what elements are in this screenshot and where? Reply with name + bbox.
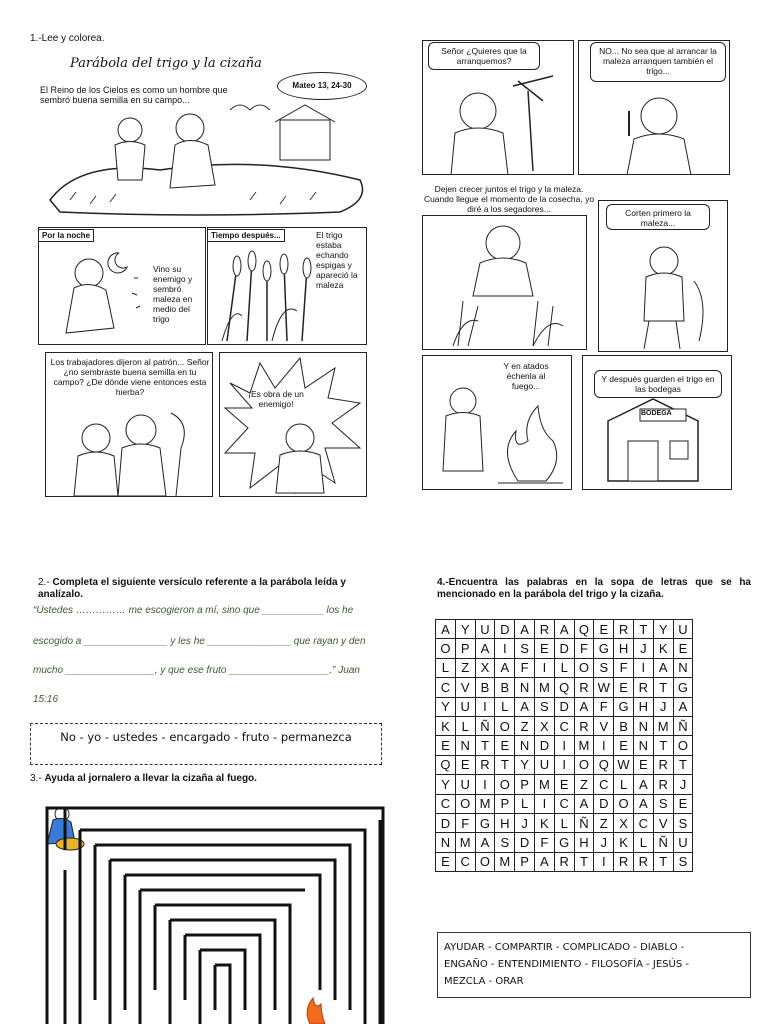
- bubble-cut: Corten primero la maleza...: [606, 204, 710, 230]
- grid-cell[interactable]: Q: [574, 620, 594, 639]
- grid-row: [436, 833, 693, 852]
- grid-cell[interactable]: C: [554, 716, 574, 735]
- grid-cell[interactable]: A: [574, 697, 594, 716]
- grid-cell[interactable]: I: [495, 639, 515, 658]
- grid-cell[interactable]: I: [633, 658, 653, 677]
- grid-cell[interactable]: H: [614, 639, 634, 658]
- grid-cell[interactable]: R: [534, 620, 554, 639]
- grid-cell[interactable]: P: [495, 794, 515, 813]
- grid-cell[interactable]: T: [495, 755, 515, 774]
- grid-cell[interactable]: N: [436, 833, 456, 852]
- grid-cell[interactable]: R: [614, 852, 634, 871]
- grid-cell[interactable]: F: [534, 833, 554, 852]
- grid-cell[interactable]: M: [534, 678, 554, 697]
- grid-cell[interactable]: E: [554, 775, 574, 794]
- panel-night-text: Vino su enemigo y sembró maleza en medio del trigo: [153, 264, 193, 324]
- grid-cell[interactable]: J: [594, 833, 614, 852]
- section2-instruction: Completa el siguiente versículo referente a la parábola leída y analízalo.: [38, 577, 346, 600]
- grid-cell[interactable]: L: [554, 813, 574, 832]
- grid-row: [436, 813, 693, 832]
- grid-cell[interactable]: Ñ: [653, 833, 673, 852]
- grid-cell[interactable]: O: [574, 755, 594, 774]
- grid-cell[interactable]: A: [633, 775, 653, 794]
- barn-sign: BODEGA: [641, 410, 672, 417]
- bubble-fire: Y en atados échenla al fuego...: [503, 361, 549, 391]
- grow-together-text: Dejen crecer juntos el trigo y la maleza. Cuando llegue el momento de la cosecha, yo diré a los segadores...: [423, 184, 595, 214]
- workers-illustration: [56, 408, 206, 496]
- grid-cell[interactable]: O: [495, 775, 515, 794]
- grid-row: [436, 697, 693, 716]
- grid-cell[interactable]: G: [554, 833, 574, 852]
- grid-cell[interactable]: S: [673, 813, 693, 832]
- grid-cell[interactable]: O: [495, 716, 515, 735]
- grid-cell[interactable]: K: [534, 813, 554, 832]
- grid-cell[interactable]: Ñ: [673, 716, 693, 735]
- grid-cell[interactable]: O: [574, 658, 594, 677]
- grid-cell[interactable]: L: [633, 833, 653, 852]
- grid-cell[interactable]: Z: [574, 775, 594, 794]
- grid-cell[interactable]: R: [653, 755, 673, 774]
- grid-cell[interactable]: Ñ: [574, 813, 594, 832]
- verse-line-1: “Ustedes …………… me escogieron a mí, sino que ___________ los he: [33, 605, 354, 616]
- grid-cell[interactable]: M: [653, 716, 673, 735]
- panel-later-text: El trigo estaba echando espigas y apareció la maleza: [316, 230, 358, 290]
- maze[interactable]: [25, 800, 390, 1024]
- section4-heading: 4.-Encuentra las palabras en la sopa de letras que se ha mencionado en la parábola del trigo y la cizaña.: [437, 577, 751, 600]
- grid-cell[interactable]: U: [455, 775, 475, 794]
- grid-cell[interactable]: T: [653, 678, 673, 697]
- grid-cell[interactable]: Z: [594, 813, 614, 832]
- grid-cell[interactable]: D: [554, 697, 574, 716]
- section1-heading: 1.-Lee y colorea.: [30, 33, 105, 44]
- word-bank-box: No - yo - ustedes - encargado - fruto - permanezca: [30, 723, 382, 765]
- grid-cell[interactable]: O: [614, 794, 634, 813]
- grid-row: [436, 775, 693, 794]
- grid-cell[interactable]: E: [673, 794, 693, 813]
- word-search-grid[interactable]: [435, 619, 693, 872]
- grid-cell[interactable]: E: [455, 755, 475, 774]
- grid-cell[interactable]: E: [614, 678, 634, 697]
- grid-cell[interactable]: H: [495, 813, 515, 832]
- bubble-store: Y después guarden el trigo en las bodegas: [594, 370, 722, 398]
- barn-illustration: [598, 391, 723, 489]
- comic-panel-grow: [422, 215, 587, 350]
- bubble-no: NO... No sea que al arrancar la maleza arranquen también el trigo...: [590, 42, 726, 82]
- grid-cell[interactable]: X: [534, 716, 554, 735]
- grid-cell[interactable]: C: [436, 794, 456, 813]
- grid-cell[interactable]: T: [633, 620, 653, 639]
- grid-cell[interactable]: E: [495, 736, 515, 755]
- grid-cell[interactable]: F: [515, 658, 535, 677]
- bubble-pull-out: Señor ¿Quieres que la arranquemos?: [428, 42, 540, 70]
- grid-cell[interactable]: M: [574, 736, 594, 755]
- section2-number: 2.-: [38, 577, 50, 588]
- grid-cell[interactable]: A: [475, 833, 495, 852]
- grid-cell[interactable]: Y: [436, 775, 456, 794]
- grid-cell[interactable]: Y: [653, 620, 673, 639]
- grid-cell[interactable]: A: [436, 620, 456, 639]
- grid-row: [436, 794, 693, 813]
- grid-cell[interactable]: B: [475, 678, 495, 697]
- grid-cell[interactable]: K: [614, 833, 634, 852]
- grid-cell[interactable]: P: [515, 852, 535, 871]
- grid-cell[interactable]: A: [673, 697, 693, 716]
- grid-cell[interactable]: E: [633, 755, 653, 774]
- scripture-reference: Mateo 13, 24-30: [277, 72, 367, 100]
- grid-cell[interactable]: O: [455, 794, 475, 813]
- word-list-line-2: ENGAÑO - ENTENDIMIENTO - FILOSOFÍA - JESÚS -: [444, 959, 689, 970]
- grid-row: [436, 755, 693, 774]
- grid-cell[interactable]: N: [455, 736, 475, 755]
- fire-icon: [307, 998, 325, 1024]
- grid-cell[interactable]: B: [495, 678, 515, 697]
- grid-cell[interactable]: I: [554, 736, 574, 755]
- comic-panel-enemy: [219, 352, 367, 497]
- grid-cell[interactable]: E: [673, 639, 693, 658]
- grid-cell[interactable]: Z: [515, 716, 535, 735]
- harvester-illustration: [614, 241, 724, 351]
- grid-cell[interactable]: F: [455, 813, 475, 832]
- grid-cell[interactable]: D: [594, 794, 614, 813]
- grid-cell[interactable]: C: [455, 852, 475, 871]
- grid-cell[interactable]: I: [594, 736, 614, 755]
- grid-cell[interactable]: J: [673, 775, 693, 794]
- grid-cell[interactable]: R: [614, 620, 634, 639]
- grid-cell[interactable]: J: [653, 697, 673, 716]
- grid-cell[interactable]: V: [653, 813, 673, 832]
- grid-cell[interactable]: L: [515, 794, 535, 813]
- grid-cell[interactable]: I: [475, 775, 495, 794]
- grid-cell[interactable]: T: [653, 852, 673, 871]
- grid-cell[interactable]: J: [515, 813, 535, 832]
- grid-row: [436, 658, 693, 677]
- grid-cell[interactable]: K: [653, 639, 673, 658]
- grid-cell[interactable]: H: [633, 697, 653, 716]
- grid-cell[interactable]: L: [614, 775, 634, 794]
- grid-cell[interactable]: C: [436, 678, 456, 697]
- grid-cell[interactable]: I: [475, 697, 495, 716]
- grid-cell[interactable]: S: [495, 833, 515, 852]
- section3-instruction: Ayuda al jornalero a llevar la cizaña al fuego.: [44, 773, 257, 784]
- grid-cell[interactable]: T: [673, 755, 693, 774]
- grid-row: [436, 736, 693, 755]
- grid-cell[interactable]: U: [534, 755, 554, 774]
- grid-cell[interactable]: J: [633, 639, 653, 658]
- grid-cell[interactable]: N: [673, 658, 693, 677]
- grid-row: [436, 620, 693, 639]
- grid-cell[interactable]: A: [495, 658, 515, 677]
- grid-cell[interactable]: Q: [436, 755, 456, 774]
- grid-cell[interactable]: F: [594, 697, 614, 716]
- servant-wheat-illustration: [438, 221, 578, 349]
- grid-cell[interactable]: P: [515, 775, 535, 794]
- grid-cell[interactable]: B: [614, 716, 634, 735]
- grid-cell[interactable]: C: [554, 794, 574, 813]
- grid-cell[interactable]: V: [594, 716, 614, 735]
- enemy-text: ¡Es obra de un enemigo!: [248, 389, 304, 409]
- grid-cell[interactable]: Y: [455, 620, 475, 639]
- grid-cell[interactable]: I: [594, 852, 614, 871]
- grid-cell[interactable]: M: [495, 852, 515, 871]
- word-list-line-1: AYUDAR - COMPARTIR - COMPLICADO - DIABLO -: [444, 942, 685, 953]
- grid-cell[interactable]: F: [614, 658, 634, 677]
- grid-cell[interactable]: I: [534, 794, 554, 813]
- grid-cell[interactable]: G: [614, 697, 634, 716]
- grid-cell[interactable]: R: [574, 716, 594, 735]
- grid-row: [436, 716, 693, 735]
- grid-cell[interactable]: S: [594, 658, 614, 677]
- grid-cell[interactable]: G: [594, 639, 614, 658]
- grid-cell[interactable]: V: [455, 678, 475, 697]
- grid-cell[interactable]: N: [515, 736, 535, 755]
- grid-cell[interactable]: R: [653, 775, 673, 794]
- grid-cell[interactable]: E: [534, 639, 554, 658]
- grid-cell[interactable]: Q: [554, 678, 574, 697]
- grid-cell[interactable]: Ñ: [475, 716, 495, 735]
- grid-cell[interactable]: L: [495, 697, 515, 716]
- grid-cell[interactable]: L: [554, 658, 574, 677]
- grid-cell[interactable]: Z: [455, 658, 475, 677]
- grid-cell[interactable]: I: [554, 755, 574, 774]
- grid-cell[interactable]: G: [475, 813, 495, 832]
- grid-cell[interactable]: M: [455, 833, 475, 852]
- verse-line-4: 15:16: [33, 694, 59, 705]
- grid-cell[interactable]: U: [673, 833, 693, 852]
- grid-cell[interactable]: S: [653, 794, 673, 813]
- grid-row: [436, 852, 693, 871]
- grid-cell[interactable]: U: [455, 697, 475, 716]
- grid-cell[interactable]: S: [534, 697, 554, 716]
- grid-cell[interactable]: D: [495, 620, 515, 639]
- grid-cell[interactable]: E: [594, 620, 614, 639]
- grid-cell[interactable]: D: [515, 833, 535, 852]
- grid-cell[interactable]: L: [436, 658, 456, 677]
- grid-row: [436, 678, 693, 697]
- grid-cell[interactable]: Y: [515, 755, 535, 774]
- panel-night-tag: Por la noche: [38, 229, 94, 242]
- grid-cell[interactable]: R: [574, 678, 594, 697]
- grid-cell[interactable]: T: [475, 736, 495, 755]
- intro-text: El Reino de los Cielos es como un hombre que sembró buena semilla en su campo...: [40, 85, 228, 105]
- grid-cell[interactable]: O: [475, 852, 495, 871]
- grid-cell[interactable]: P: [455, 639, 475, 658]
- grid-cell[interactable]: K: [436, 716, 456, 735]
- grid-cell[interactable]: R: [554, 852, 574, 871]
- section3-number: 3.-: [30, 773, 42, 784]
- section3-heading: [30, 773, 257, 784]
- grid-cell[interactable]: L: [455, 716, 475, 735]
- grid-cell[interactable]: O: [673, 736, 693, 755]
- grid-cell[interactable]: N: [633, 716, 653, 735]
- grid-cell[interactable]: A: [574, 794, 594, 813]
- grid-cell[interactable]: A: [653, 658, 673, 677]
- grid-cell[interactable]: U: [673, 620, 693, 639]
- grid-cell[interactable]: R: [633, 678, 653, 697]
- sower-illustration: [40, 100, 370, 220]
- grid-cell[interactable]: A: [515, 620, 535, 639]
- worker-rake-illustration: [433, 71, 568, 175]
- verse-line-2: escogido a _______________ y les he _______________ que rayan y den: [33, 636, 366, 647]
- grid-cell[interactable]: R: [633, 852, 653, 871]
- panel-later-tag: Tiempo después...: [207, 229, 285, 242]
- grid-cell[interactable]: S: [673, 852, 693, 871]
- grid-cell[interactable]: M: [534, 775, 554, 794]
- grid-cell[interactable]: N: [633, 736, 653, 755]
- grid-cell[interactable]: X: [614, 813, 634, 832]
- word-list-box: [437, 932, 751, 998]
- master-illustration: [599, 91, 719, 175]
- grid-cell[interactable]: A: [515, 697, 535, 716]
- section2-heading: [38, 577, 368, 601]
- grid-cell[interactable]: E: [614, 736, 634, 755]
- word-list-line-3: MEZCLA - ORAR: [444, 976, 524, 987]
- grid-row: [436, 639, 693, 658]
- grid-cell[interactable]: T: [653, 736, 673, 755]
- grid-cell[interactable]: U: [475, 620, 495, 639]
- grid-cell[interactable]: A: [475, 639, 495, 658]
- parable-title: Parábola del trigo y la cizaña: [70, 56, 262, 71]
- maze-walls: [47, 808, 383, 1024]
- grid-cell[interactable]: O: [436, 639, 456, 658]
- enemy-burst-illustration: [220, 353, 367, 497]
- grid-cell[interactable]: E: [436, 736, 456, 755]
- enemy-sowing-illustration: [44, 248, 154, 343]
- grid-cell[interactable]: D: [436, 813, 456, 832]
- grid-cell[interactable]: E: [436, 852, 456, 871]
- grid-cell[interactable]: F: [574, 639, 594, 658]
- grid-cell[interactable]: Y: [436, 697, 456, 716]
- grid-cell[interactable]: W: [594, 678, 614, 697]
- workers-text: Los trabajadores dijeron al patrón... Señor ¿no sembraste buena semilla en tu campo? ¿De dónde viene entonces esta hierba?: [50, 357, 210, 397]
- grid-cell[interactable]: D: [534, 736, 554, 755]
- grid-cell[interactable]: D: [554, 639, 574, 658]
- grid-cell[interactable]: A: [633, 794, 653, 813]
- grid-cell[interactable]: I: [534, 658, 554, 677]
- grid-cell[interactable]: C: [594, 775, 614, 794]
- verse-line-3: mucho ________________, y que ese fruto __________________.” Juan: [33, 665, 360, 676]
- grid-cell[interactable]: M: [475, 794, 495, 813]
- wheat-illustration: [212, 246, 322, 344]
- grid-cell[interactable]: R: [475, 755, 495, 774]
- grid-cell[interactable]: N: [515, 678, 535, 697]
- grid-cell[interactable]: S: [515, 639, 535, 658]
- grid-cell[interactable]: Q: [594, 755, 614, 774]
- grid-cell[interactable]: H: [574, 833, 594, 852]
- grid-cell[interactable]: W: [614, 755, 634, 774]
- grid-cell[interactable]: A: [554, 620, 574, 639]
- grid-cell[interactable]: A: [534, 852, 554, 871]
- grid-cell[interactable]: T: [574, 852, 594, 871]
- grid-cell[interactable]: C: [633, 813, 653, 832]
- grid-cell[interactable]: G: [673, 678, 693, 697]
- grid-cell[interactable]: X: [475, 658, 495, 677]
